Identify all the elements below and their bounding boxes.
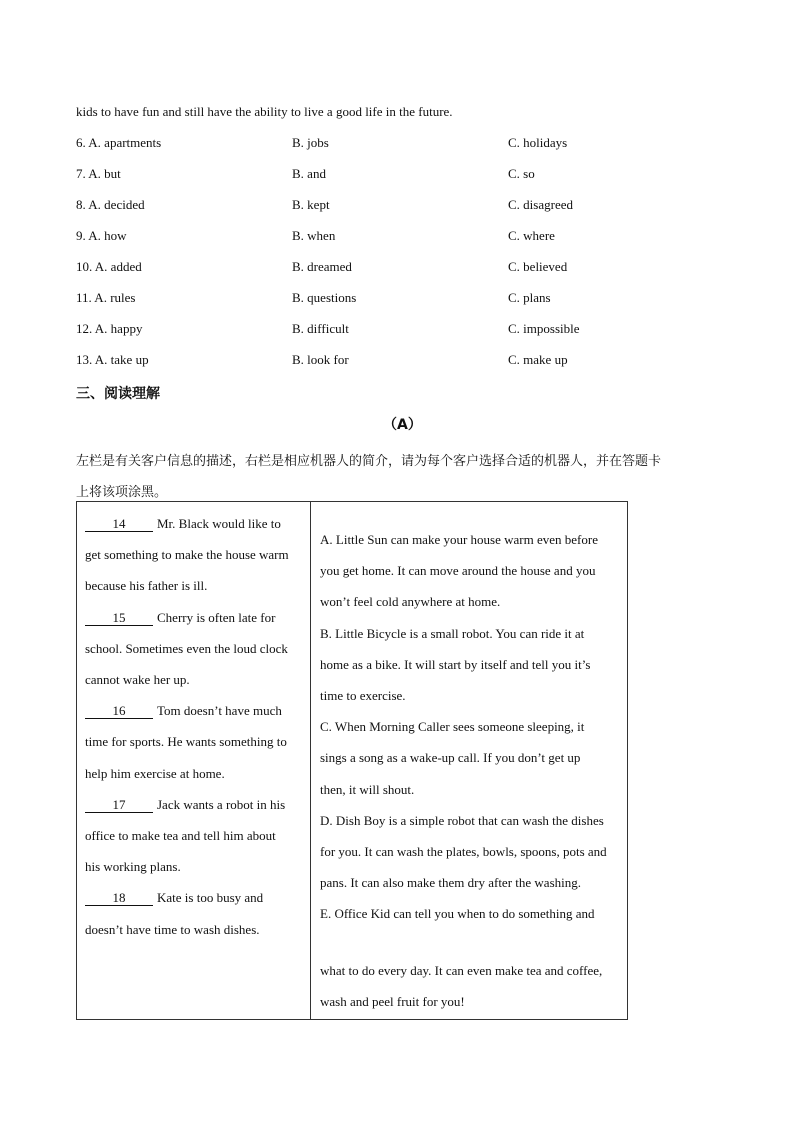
option-row-10 <box>0 259 794 279</box>
instruction-line: 左栏是有关客户信息的描述，右栏是相应机器人的简介，请为每个客户选择合适的机器人，并在答题卡 <box>76 454 662 469</box>
spacer <box>320 930 625 955</box>
robot-text: home as a bike. It will start by itself and tell you it’s <box>320 656 591 672</box>
robot-text: C. When Morning Caller sees someone sleeping, it <box>320 719 585 735</box>
option-c: C. disagreed <box>508 197 573 212</box>
question-18 <box>85 882 307 913</box>
robot-text: wash and peel fruit for you! <box>320 993 465 1009</box>
instructions <box>76 446 726 508</box>
question-15 <box>85 602 307 633</box>
option-a: 8. A. decided <box>76 197 145 212</box>
robot-text: time to exercise. <box>320 688 406 704</box>
robot-text: A. Little Sun can make your house warm even before <box>320 532 598 547</box>
option-row-12 <box>0 321 794 341</box>
matching-table <box>76 501 628 1020</box>
question-16 <box>85 695 307 726</box>
column-divider <box>310 502 311 1019</box>
question-text: Tom doesn’t have much <box>157 703 282 719</box>
question-text: get something to make the house warm <box>85 547 289 563</box>
robot-text: D. Dish Boy is a simple robot that can wash the dishes <box>320 812 604 828</box>
question-text: school. Sometimes even the loud clock <box>85 640 288 656</box>
answer-blank[interactable]: 16 <box>85 704 153 719</box>
option-a: 13. A. take up <box>76 352 149 367</box>
option-a: 9. A. how <box>76 228 127 243</box>
question-text: because his father is ill. <box>85 578 208 594</box>
robot-text: then, it will shout. <box>320 781 415 797</box>
question-text: cannot wake her up. <box>85 672 190 688</box>
question-text: doesn’t have time to wash dishes. <box>85 921 260 937</box>
question-text: his working plans. <box>85 859 181 875</box>
instruction-line: 上将该项涂黑。 <box>76 485 168 500</box>
option-row-7 <box>0 166 794 186</box>
option-c: C. plans <box>508 290 551 305</box>
option-b: B. questions <box>292 290 357 305</box>
robot-text: sings a song as a wake-up call. If you don’t get up <box>320 750 581 766</box>
question-text: Jack wants a robot in his <box>157 796 286 812</box>
option-b: B. difficult <box>292 321 349 336</box>
option-a: 7. A. but <box>76 166 121 181</box>
option-b: B. kept <box>292 197 330 212</box>
question-text: office to make tea and tell him about <box>85 828 276 844</box>
option-b: B. when <box>292 228 336 243</box>
robot-text: B. Little Bicycle is a small robot. You can ride it at <box>320 625 585 641</box>
option-c: C. where <box>508 228 555 243</box>
option-b: B. jobs <box>292 135 329 150</box>
robot-text: won’t feel cold anywhere at home. <box>320 594 501 610</box>
option-c: C. impossible <box>508 321 580 336</box>
robot-text: what to do every day. It can even make tea and coffee, <box>320 962 603 978</box>
section-title: 三、阅读理解 <box>76 386 160 402</box>
option-c: C. holidays <box>508 135 568 150</box>
option-a: 6. A. apartments <box>76 135 162 150</box>
robot-column <box>320 524 625 1017</box>
question-text: Mr. Black would like to <box>157 516 281 531</box>
option-c: C. so <box>508 166 535 181</box>
option-row-8 <box>0 197 794 217</box>
option-row-6 <box>0 135 794 155</box>
question-text: time for sports. He wants something to <box>85 734 287 750</box>
question-text: help him exercise at home. <box>85 765 225 781</box>
robot-text: pans. It can also make them dry after the washing. <box>320 875 581 891</box>
option-row-13 <box>0 352 794 372</box>
robot-text: you get home. It can move around the house and you <box>320 563 596 579</box>
option-a: 11. A. rules <box>76 290 136 305</box>
robot-text: for you. It can wash the plates, bowls, spoons, pots and <box>320 844 607 860</box>
option-b: B. and <box>292 166 326 181</box>
question-14 <box>85 508 307 539</box>
option-a: 10. A. added <box>76 259 142 274</box>
answer-blank[interactable]: 14 <box>85 517 153 532</box>
answer-blank[interactable]: 15 <box>85 611 153 626</box>
answer-blank[interactable]: 18 <box>85 891 153 906</box>
option-a: 12. A. happy <box>76 321 143 336</box>
option-c: C. make up <box>508 352 568 367</box>
option-c: C. believed <box>508 259 568 274</box>
customer-column <box>85 508 307 945</box>
option-b: B. dreamed <box>292 259 352 274</box>
subsection-title: （A） <box>383 417 422 433</box>
option-row-9 <box>0 228 794 248</box>
question-text: Cherry is often late for <box>157 609 276 625</box>
option-row-11 <box>0 290 794 310</box>
answer-blank[interactable]: 17 <box>85 798 153 813</box>
question-text: Kate is too busy and <box>157 890 264 906</box>
question-17 <box>85 789 307 820</box>
option-b: B. look for <box>292 352 349 367</box>
passage-last-line: kids to have fun and still have the ability to live a good life in the future. <box>76 104 453 119</box>
robot-text: E. Office Kid can tell you when to do something and <box>320 906 595 922</box>
